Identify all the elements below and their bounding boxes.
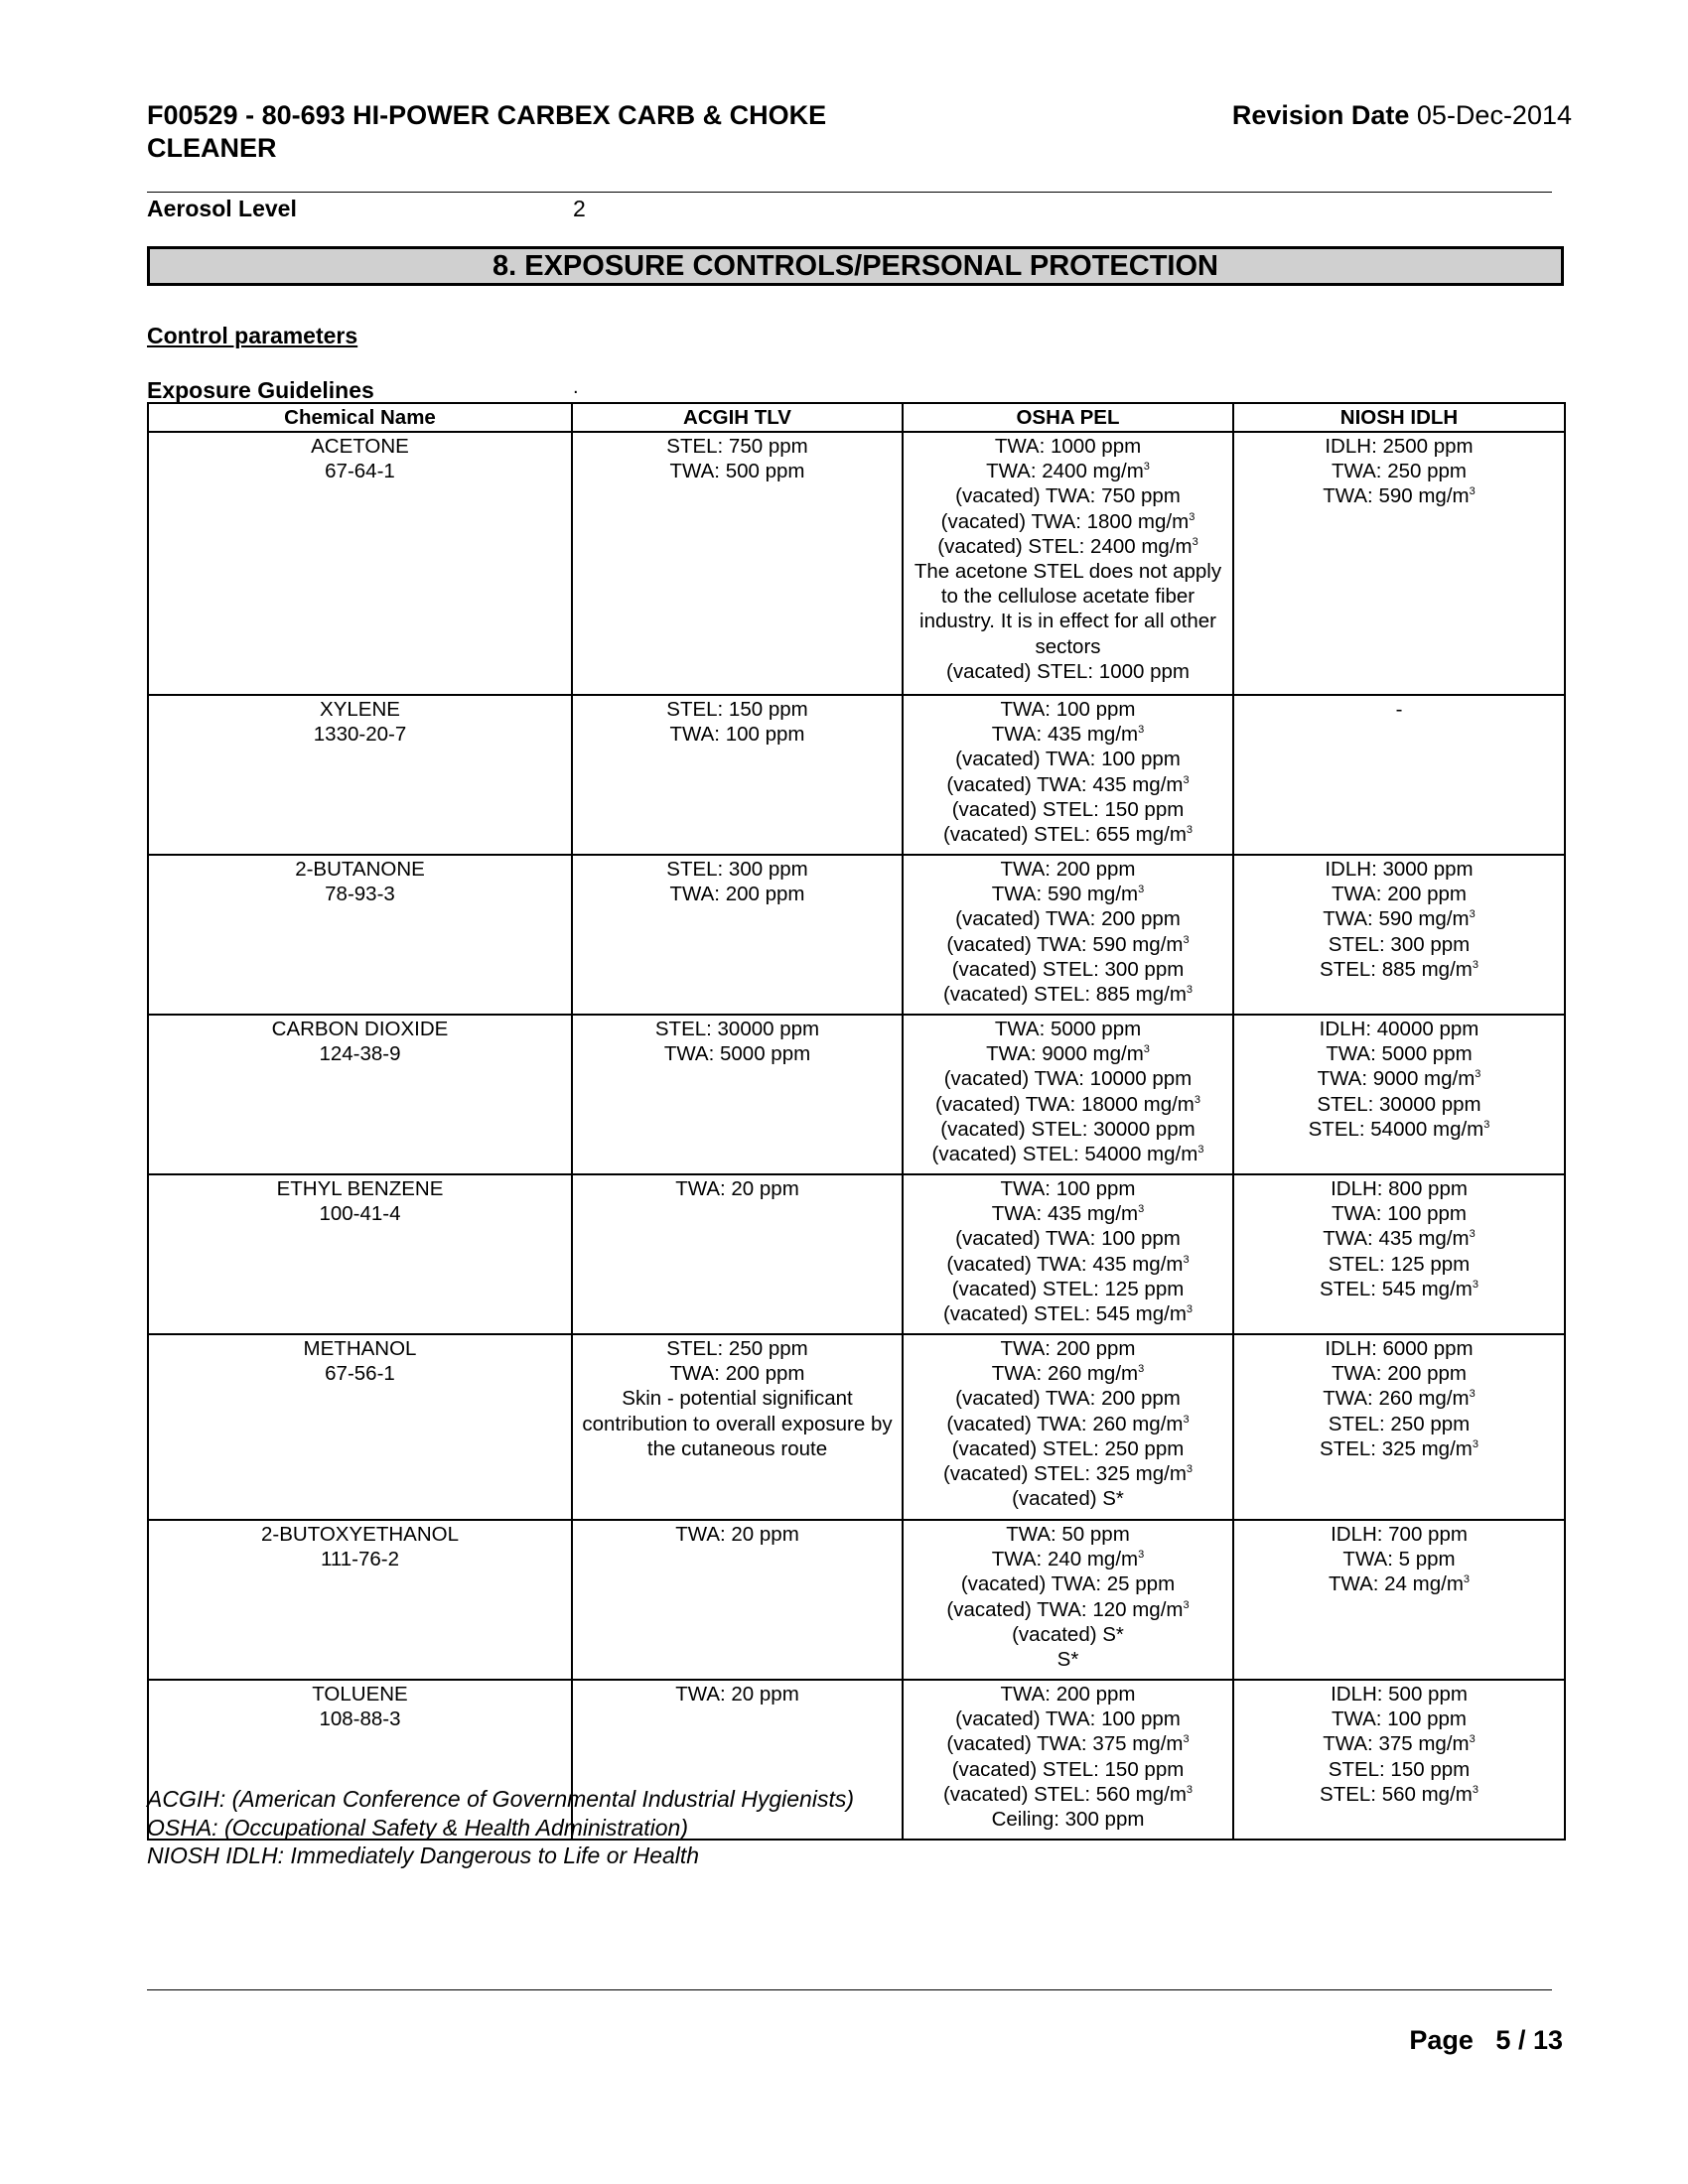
cas-number: 111-76-2: [320, 1548, 400, 1571]
osha-pel-value: The acetone STEL does not apply to the cellulose acetate fiber industry. It is in effect for all other sectors: [914, 560, 1222, 658]
niosh-idlh-cell: [1233, 1015, 1565, 1174]
chemical-name: XYLENE: [320, 698, 400, 721]
osha-pel-value: (vacated) STEL: 30000 ppm: [940, 1117, 1196, 1141]
osha-pel-value: (vacated) STEL: 125 ppm: [951, 1277, 1185, 1300]
acgih-tlv-cell: [572, 432, 903, 695]
osha-pel-value: (vacated) STEL: 300 ppm: [951, 957, 1185, 981]
osha-pel-value: (vacated) STEL: 885 $mg/m^3$: [942, 983, 1194, 1007]
revision-date-label: Revision Date: [1231, 100, 1410, 130]
osha-pel-value: (vacated) TWA: 25 ppm: [960, 1572, 1176, 1596]
chemical-name: 2-BUTANONE: [295, 858, 425, 881]
osha-pel-value: (vacated) TWA: 590 $mg/m^3$: [946, 932, 1190, 956]
acgih-tlv-value: TWA: 200 ppm: [669, 1362, 805, 1386]
footnotes: [147, 1785, 854, 1870]
cas-number: 1330-20-7: [313, 723, 407, 747]
osha-pel-value: (vacated) TWA: 120 $mg/m^3$: [946, 1597, 1190, 1621]
osha-pel-value: (vacated) TWA: 435 $mg/m^3$: [946, 1252, 1190, 1276]
footnote-osha: OSHA: (Occupational Safety & Health Administration): [147, 1814, 688, 1841]
niosh-idlh-cell: [1233, 1520, 1565, 1680]
niosh-idlh-value: TWA: 435 $mg/m^3$: [1323, 1227, 1476, 1251]
revision-date-value: 05-Dec-2014: [1416, 100, 1572, 130]
osha-pel-value: TWA: 200 ppm: [1000, 858, 1136, 881]
header-divider: [147, 192, 1552, 193]
osha-pel-value: (vacated) STEL: 54000 $mg/m^3$: [931, 1143, 1204, 1166]
osha-pel-value: TWA: 1000 ppm: [994, 435, 1142, 458]
osha-pel-value: S*: [1056, 1648, 1079, 1672]
niosh-idlh-value: TWA: 100 ppm: [1332, 1707, 1467, 1731]
niosh-idlh-value: TWA: 9000 $mg/m^3$: [1317, 1067, 1481, 1091]
osha-pel-value: (vacated) STEL: 150 ppm: [951, 1757, 1185, 1781]
cas-number: 67-56-1: [325, 1362, 395, 1386]
chemical-name: TOLUENE: [312, 1683, 408, 1706]
osha-pel-value: (vacated) TWA: 100 ppm: [955, 1707, 1181, 1731]
niosh-idlh-value: STEL: 560 $mg/m^3$: [1320, 1782, 1478, 1806]
footnote-acgih: ACGIH: (American Conference of Governmental Industrial Hygienists): [147, 1786, 855, 1812]
chemical-name: CARBON DIOXIDE: [271, 1018, 449, 1040]
niosh-idlh-cell: [1233, 1334, 1565, 1520]
osha-pel-value: TWA: 590 $mg/m^3$: [991, 883, 1145, 906]
niosh-idlh-cell: [1233, 1174, 1565, 1334]
header-acgih-tlv: ACGIH TLV: [572, 403, 903, 432]
osha-pel-value: (vacated) S*: [1012, 1487, 1124, 1511]
niosh-idlh-value: -: [1395, 698, 1403, 721]
chemical-name: METHANOL: [303, 1337, 417, 1360]
table-row: [148, 1015, 1565, 1174]
niosh-idlh-value: TWA: 200 ppm: [1332, 883, 1467, 906]
chemical-name: 2-BUTOXYETHANOL: [261, 1523, 459, 1546]
osha-pel-value: Ceiling: 300 ppm: [991, 1808, 1145, 1832]
osha-pel-value: (vacated) TWA: 10000 ppm: [943, 1067, 1193, 1091]
chemical-name-cell: [148, 1520, 572, 1680]
niosh-idlh-cell: [1233, 1680, 1565, 1840]
osha-pel-value: TWA: 200 ppm: [1000, 1337, 1136, 1360]
osha-pel-value: (vacated) STEL: 545 $mg/m^3$: [942, 1302, 1194, 1326]
osha-pel-value: (vacated) TWA: 1800 $mg/m^3$: [940, 509, 1196, 533]
osha-pel-value: TWA: 100 ppm: [1000, 698, 1136, 721]
chemical-name: ETHYL BENZENE: [276, 1177, 444, 1200]
table-row: [148, 432, 1565, 695]
osha-pel-value: TWA: 9000 $mg/m^3$: [986, 1042, 1150, 1066]
osha-pel-cell: [903, 1015, 1233, 1174]
acgih-tlv-value: TWA: 20 ppm: [675, 1177, 799, 1200]
niosh-idlh-value: STEL: 250 ppm: [1328, 1412, 1471, 1435]
niosh-idlh-value: IDLH: 500 ppm: [1331, 1683, 1468, 1706]
niosh-idlh-value: TWA: 5000 ppm: [1326, 1042, 1473, 1066]
chemical-name: ACETONE: [311, 435, 409, 458]
osha-pel-cell: [903, 695, 1233, 855]
table-row: [148, 855, 1565, 1015]
page-total: 13: [1532, 2025, 1563, 2055]
osha-pel-value: (vacated) STEL: 325 $mg/m^3$: [942, 1462, 1194, 1486]
page-current: 5: [1495, 2025, 1511, 2055]
acgih-tlv-cell: [572, 1174, 903, 1334]
niosh-idlh-value: TWA: 200 ppm: [1332, 1362, 1467, 1386]
acgih-tlv-value: TWA: 500 ppm: [669, 460, 805, 483]
osha-pel-cell: [903, 1174, 1233, 1334]
page-label: Page: [1409, 2025, 1474, 2055]
acgih-tlv-cell: [572, 695, 903, 855]
osha-pel-value: TWA: 50 ppm: [1006, 1523, 1130, 1546]
aerosol-level-value: 2: [573, 196, 586, 221]
osha-pel-value: TWA: 2400 $mg/m^3$: [986, 460, 1150, 483]
niosh-idlh-value: TWA: 5 ppm: [1342, 1548, 1456, 1571]
acgih-tlv-value: STEL: 750 ppm: [666, 435, 808, 458]
niosh-idlh-value: TWA: 590 $mg/m^3$: [1323, 484, 1476, 508]
osha-pel-value: (vacated) TWA: 100 ppm: [955, 1227, 1181, 1251]
niosh-idlh-value: STEL: 325 $mg/m^3$: [1320, 1436, 1478, 1460]
acgih-tlv-value: TWA: 20 ppm: [675, 1683, 799, 1706]
acgih-tlv-cell: [572, 1334, 903, 1520]
osha-pel-value: (vacated) STEL: 250 ppm: [951, 1436, 1185, 1460]
osha-pel-value: (vacated) TWA: 18000 $mg/m^3$: [934, 1092, 1201, 1116]
niosh-idlh-value: IDLH: 800 ppm: [1331, 1177, 1468, 1200]
table-header-row: [148, 403, 1565, 432]
niosh-idlh-cell: [1233, 432, 1565, 695]
acgih-tlv-value: TWA: 5000 ppm: [663, 1042, 811, 1066]
niosh-idlh-value: STEL: 885 $mg/m^3$: [1320, 957, 1478, 981]
osha-pel-value: TWA: 200 ppm: [1000, 1683, 1136, 1706]
osha-pel-value: TWA: 5000 ppm: [994, 1018, 1142, 1040]
document-title: F00529 - 80-693 HI-POWER CARBEX CARB & CHOKE CLEANER: [147, 100, 827, 163]
niosh-idlh-value: STEL: 125 ppm: [1328, 1252, 1471, 1276]
osha-pel-value: (vacated) TWA: 750 ppm: [955, 484, 1181, 508]
page-number: Page 5 / 13: [1409, 2025, 1563, 2055]
niosh-idlh-value: TWA: 260 $mg/m^3$: [1323, 1387, 1476, 1411]
osha-pel-cell: [903, 1334, 1233, 1520]
niosh-idlh-value: TWA: 590 $mg/m^3$: [1323, 907, 1476, 931]
table-row: [148, 695, 1565, 855]
section-heading: 8. EXPOSURE CONTROLS/PERSONAL PROTECTION: [147, 246, 1564, 286]
niosh-idlh-value: IDLH: 6000 ppm: [1325, 1337, 1474, 1360]
acgih-tlv-cell: [572, 1015, 903, 1174]
niosh-idlh-value: IDLH: 2500 ppm: [1325, 435, 1474, 458]
osha-pel-cell: [903, 1520, 1233, 1680]
acgih-tlv-value: STEL: 250 ppm: [666, 1337, 808, 1360]
niosh-idlh-value: IDLH: 3000 ppm: [1325, 858, 1474, 881]
osha-pel-value: TWA: 100 ppm: [1000, 1177, 1136, 1200]
niosh-idlh-value: STEL: 545 $mg/m^3$: [1320, 1277, 1478, 1300]
niosh-idlh-value: TWA: 24 $mg/m^3$: [1328, 1572, 1471, 1596]
niosh-idlh-value: STEL: 150 ppm: [1328, 1757, 1471, 1781]
acgih-tlv-cell: [572, 1520, 903, 1680]
header-osha-pel: OSHA PEL: [903, 403, 1233, 432]
aerosol-level-label: Aerosol Level: [147, 196, 297, 221]
cas-number: 108-88-3: [319, 1707, 401, 1731]
chemical-name-cell: [148, 432, 572, 695]
cas-number: 78-93-3: [325, 883, 395, 906]
osha-pel-value: (vacated) TWA: 260 $mg/m^3$: [946, 1412, 1190, 1435]
acgih-tlv-value: STEL: 150 ppm: [666, 698, 808, 721]
control-parameters-heading: Control parameters: [147, 323, 358, 348]
chemical-name-cell: [148, 1174, 572, 1334]
cas-number: 124-38-9: [319, 1042, 401, 1066]
osha-pel-value: (vacated) STEL: 560 $mg/m^3$: [942, 1782, 1194, 1806]
osha-pel-value: TWA: 260 $mg/m^3$: [991, 1362, 1145, 1386]
osha-pel-value: (vacated) STEL: 655 $mg/m^3$: [942, 823, 1194, 847]
niosh-idlh-value: IDLH: 700 ppm: [1331, 1523, 1468, 1546]
acgih-tlv-value: TWA: 100 ppm: [669, 723, 805, 747]
footnote-niosh: NIOSH IDLH: Immediately Dangerous to Life or Health: [147, 1843, 700, 1868]
acgih-tlv-value: TWA: 20 ppm: [675, 1523, 799, 1546]
osha-pel-value: TWA: 240 $mg/m^3$: [991, 1548, 1145, 1571]
osha-pel-value: (vacated) TWA: 200 ppm: [955, 907, 1181, 931]
acgih-tlv-value: STEL: 30000 ppm: [654, 1018, 820, 1040]
niosh-idlh-value: TWA: 250 ppm: [1332, 460, 1467, 483]
niosh-idlh-value: STEL: 300 ppm: [1328, 932, 1471, 956]
acgih-tlv-value: Skin - potential significant contribution to overall exposure by the cutaneous route: [582, 1387, 893, 1460]
niosh-idlh-cell: [1233, 695, 1565, 855]
acgih-tlv-cell: [572, 855, 903, 1015]
niosh-idlh-value: IDLH: 40000 ppm: [1319, 1018, 1479, 1040]
exposure-guidelines-heading: Exposure Guidelines: [147, 377, 374, 403]
exposure-guidelines-dot: .: [573, 376, 579, 398]
acgih-tlv-value: TWA: 200 ppm: [669, 883, 805, 906]
cas-number: 67-64-1: [325, 460, 395, 483]
niosh-idlh-cell: [1233, 855, 1565, 1015]
revision-date: [1232, 99, 1572, 132]
osha-pel-cell: [903, 432, 1233, 695]
table-row: [148, 1174, 1565, 1334]
chemical-name-cell: [148, 855, 572, 1015]
osha-pel-cell: [903, 1680, 1233, 1840]
niosh-idlh-value: TWA: 375 $mg/m^3$: [1323, 1732, 1476, 1756]
chemical-name-cell: [148, 695, 572, 855]
osha-pel-value: (vacated) TWA: 375 $mg/m^3$: [946, 1732, 1190, 1756]
acgih-tlv-value: STEL: 300 ppm: [666, 858, 808, 881]
osha-pel-value: (vacated) STEL: 150 ppm: [951, 797, 1185, 821]
chemical-name-cell: [148, 1334, 572, 1520]
header-chemical-name: Chemical Name: [148, 403, 572, 432]
chemical-name-cell: [148, 1015, 572, 1174]
osha-pel-cell: [903, 855, 1233, 1015]
osha-pel-value: (vacated) TWA: 200 ppm: [955, 1387, 1181, 1411]
osha-pel-value: TWA: 435 $mg/m^3$: [991, 1202, 1145, 1226]
osha-pel-value: (vacated) STEL: 1000 ppm: [946, 659, 1190, 683]
exposure-table: [147, 402, 1566, 1841]
osha-pel-value: (vacated) TWA: 435 $mg/m^3$: [946, 772, 1190, 796]
cas-number: 100-41-4: [319, 1202, 401, 1226]
niosh-idlh-value: STEL: 54000 $mg/m^3$: [1308, 1117, 1490, 1141]
footer-divider: [147, 1989, 1552, 1990]
niosh-idlh-value: TWA: 100 ppm: [1332, 1202, 1467, 1226]
table-row: [148, 1520, 1565, 1680]
osha-pel-value: TWA: 435 $mg/m^3$: [991, 723, 1145, 747]
table-row: [148, 1334, 1565, 1520]
header-niosh-idlh: NIOSH IDLH: [1233, 403, 1565, 432]
niosh-idlh-value: STEL: 30000 ppm: [1317, 1092, 1481, 1116]
osha-pel-value: (vacated) STEL: 2400 $mg/m^3$: [937, 534, 1198, 558]
osha-pel-value: (vacated) TWA: 100 ppm: [955, 748, 1181, 771]
osha-pel-value: (vacated) S*: [1012, 1622, 1124, 1646]
